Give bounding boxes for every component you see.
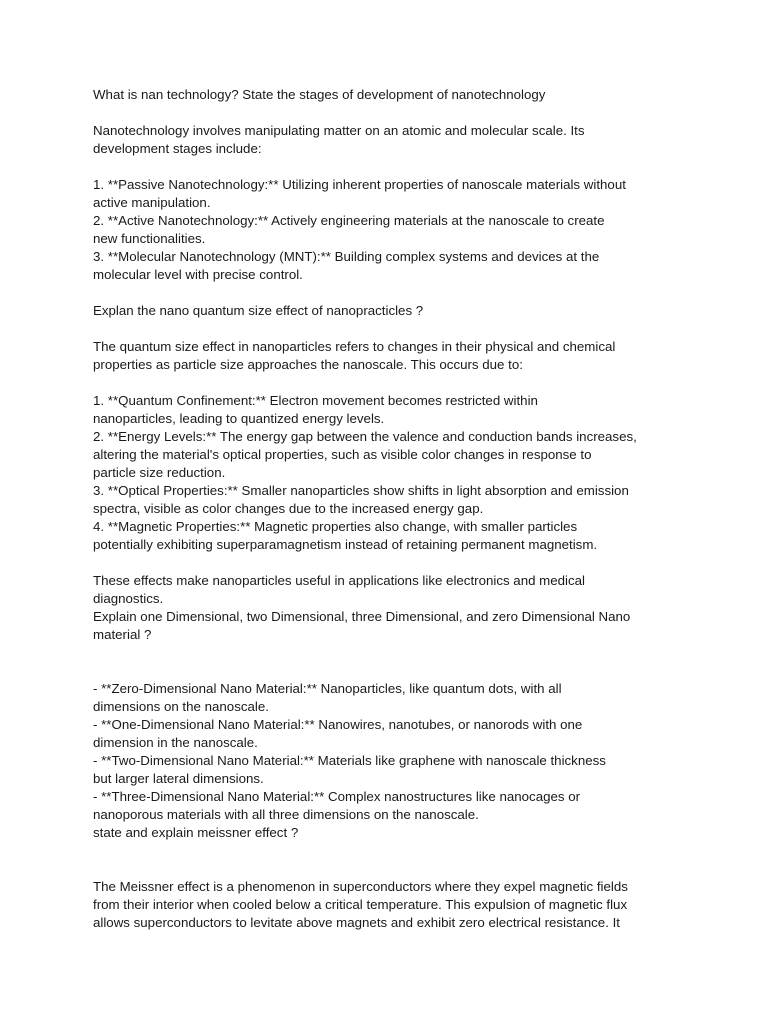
question-1: What is nan technology? State the stages of development of nanotechnology bbox=[93, 87, 546, 102]
spacer bbox=[93, 104, 693, 122]
answer-1-intro: Nanotechnology involves manipulating matter on an atomic and molecular scale. Its development stages include: bbox=[93, 123, 585, 156]
document-page bbox=[93, 86, 693, 932]
answer-2-outro-and-question-3: These effects make nanoparticles useful in applications like electronics and medical diagnostics. Explain one Dimensional, two Dimensional, three Dimensional, and zero Dimensional Nano material ? bbox=[93, 573, 631, 642]
spacer bbox=[93, 320, 693, 338]
question-2: Explan the nano quantum size effect of nanopracticles ? bbox=[93, 303, 424, 318]
answer-4: The Meissner effect is a phenomenon in superconductors where they expel magnetic fields from their interior when cooled below a critical temperature. This expulsion of magnetic flux allows superconductors to levitate above magnets and exhibit zero electrical resistance. It bbox=[93, 879, 628, 930]
spacer bbox=[93, 842, 693, 878]
spacer bbox=[93, 554, 693, 572]
answer-2-list: 1. **Quantum Confinement:** Electron movement becomes restricted within nanoparticles, leading to quantized energy levels. 2. **Energy Levels:** The energy gap between the valence and conduction bands increases, altering the material's optical properties, such as visible color changes in response to particle size reduction. 3. **Optical Properties:** Smaller nanoparticles show shifts in light absorption and emission spectra, visible as color changes due to the increased energy gap. 4. **Magnetic Properties:** Magnetic properties also change, with smaller particles potentially exhibiting superparamagnetism instead of retaining permanent magnetism. bbox=[93, 393, 637, 552]
answer-1-list: 1. **Passive Nanotechnology:** Utilizing inherent properties of nanoscale materials without active manipulation. 2. **Active Nanotechnology:** Actively engineering materials at the nanoscale to create new functionalities. 3. **Molecular Nanotechnology (MNT):** Building complex systems and devices at the molecular level with precise control. bbox=[93, 177, 626, 282]
answer-2-intro: The quantum size effect in nanoparticles refers to changes in their physical and chemical properties as particle size approaches the nanoscale. This occurs due to: bbox=[93, 339, 616, 372]
spacer bbox=[93, 284, 693, 302]
answer-3-list-and-question-4: - **Zero-Dimensional Nano Material:** Nanoparticles, like quantum dots, with all dimensions on the nanoscale. - **One-Dimensional Nano Material:** Nanowires, nanotubes, or nanorods with one dimension in the nanoscale. - **Two-Dimensional Nano Material:** Materials like graphene with nanoscale thickness but larger lateral dimensions. - **Three-Dimensional Nano Material:** Complex nanostructures like nanocages or nanoporous materials with all three dimensions on the nanoscale. state and explain meissner effect ? bbox=[93, 681, 606, 840]
spacer bbox=[93, 158, 693, 176]
spacer bbox=[93, 374, 693, 392]
spacer bbox=[93, 644, 693, 680]
